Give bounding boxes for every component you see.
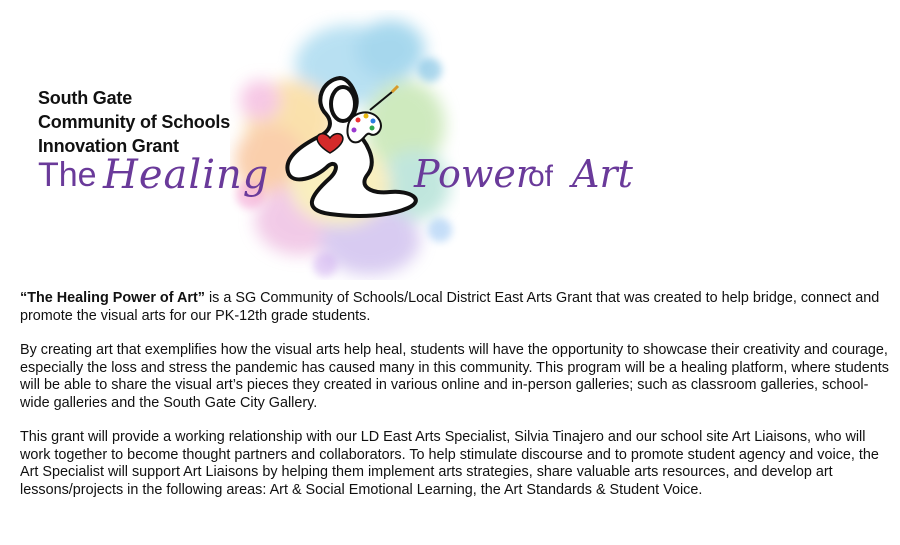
program-name-bold: “The Healing Power of Art” — [20, 290, 205, 306]
title-word-art: Art — [572, 152, 633, 196]
title-word-healing: Healing — [103, 152, 270, 198]
paragraph-intro-text: is a SG Community of Schools/Local District East Arts Grant that was created to help bridge, connect and promote the visual arts for our PK-12th grade students. — [20, 290, 880, 324]
watercolor-splash-logo — [230, 10, 460, 280]
title-word-of: of — [528, 160, 554, 193]
title-word-power: Power — [414, 152, 535, 196]
title-word-the: The — [38, 156, 97, 194]
paragraph-healing: By creating art that exemplifies how the visual arts help heal, students will have the opportunity to showcase their creativity and courage, especially the loss and stress the pandemic has caused many in this community. This program will be a healing platform, where students will be able to share the visual art’s pieces they created in various online and in-person galleries; such as classroom galleries, school-wide galleries and the South Gate City Gallery. — [20, 342, 889, 411]
org-line-2: Community of Schools — [38, 112, 231, 132]
org-line-3: Innovation Grant — [38, 136, 179, 156]
org-name — [38, 86, 230, 158]
description-body — [20, 290, 890, 516]
paragraph-intro — [20, 290, 890, 325]
paragraph-grant: This grant will provide a working relationship with our LD East Arts Specialist, Silvia Tinajero and our school site Art Liaisons, who will work together to become thought partners and collaborators. To help stimulate discourse and to promote student agency and voice, the Art Specialist will support Art Liaisons by helping them implement arts strategies, share valuable arts resources, and develop art lessons/projects in the following areas: Art & Social Emotional Learning, the Art Standards & Student Voice. — [20, 429, 879, 498]
org-line-1: South Gate — [38, 88, 133, 108]
